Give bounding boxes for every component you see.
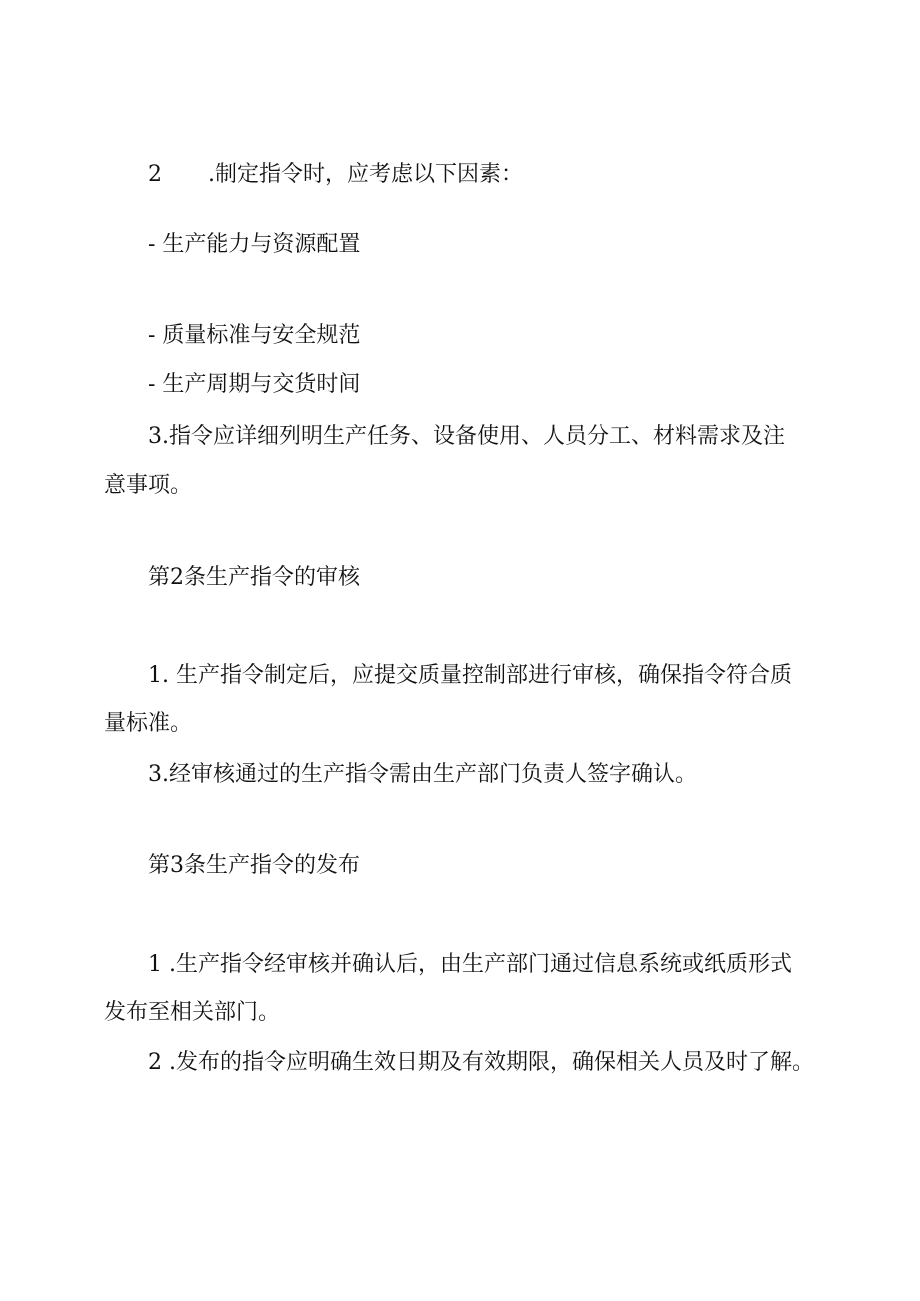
paragraph-line: 3.经审核通过的生产指令需由生产部门负责人签字确认。 [148,762,697,787]
bullet-item-capacity: - 生产能力与资源配置 [148,232,361,257]
paragraph-line: 3.指令应详细列明生产任务、设备使用、人员分工、材料需求及注 [148,424,785,449]
list-item-text: .制定指令时，应考虑以下因素： [208,162,523,187]
bullet-item-quality: - 质量标准与安全规范 [148,323,361,348]
bullet-item-cycle: - 生产周期与交货时间 [148,372,361,397]
paragraph-line: 意事项。 [104,473,193,498]
section-heading-review: 第2条生产指令的审核 [148,565,360,590]
paragraph-line: 1 .生产指令经审核并确认后，由生产部门通过信息系统或纸质形式 [148,952,792,977]
list-number: 2 [148,162,162,187]
paragraph-line: 1. 生产指令制定后，应提交质量控制部进行审核，确保指令符合质 [148,663,792,688]
paragraph-line: 发布至相关部门。 [104,1000,281,1025]
list-item-2 [148,160,523,190]
paragraph-line: 2 .发布的指令应明确生效日期及有效期限，确保相关人员及时了解。 [148,1050,814,1075]
paragraph-line: 量标准。 [104,711,193,736]
section-heading-publish: 第3条生产指令的发布 [148,853,360,878]
